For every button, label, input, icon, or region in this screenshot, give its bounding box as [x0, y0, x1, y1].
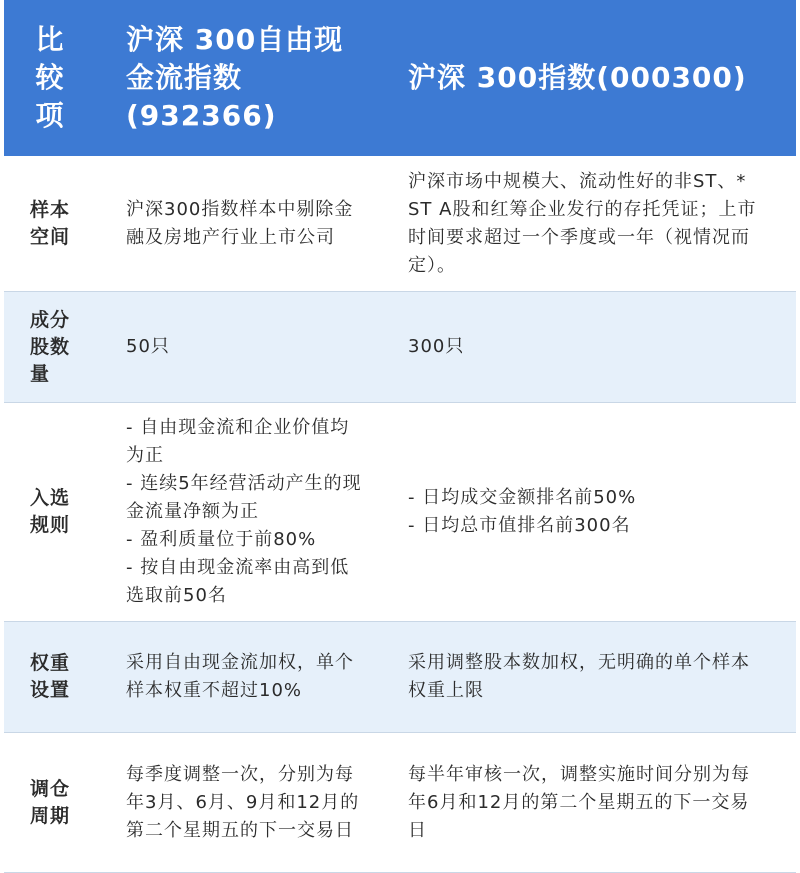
row-label: 调仓周期: [30, 777, 71, 827]
row-label: 入选规则: [30, 487, 71, 536]
fcf-index-cell: [96, 292, 376, 402]
header-cell-fcf-index: [96, 0, 376, 156]
table-header-row: [4, 0, 796, 156]
csi300-value: - 日均成交金额排名前50% - 日均总市值排名前300名: [408, 487, 637, 536]
fcf-index-value: 50只: [126, 336, 170, 357]
row-label: 成分股数量: [30, 308, 71, 385]
csi300-value: 采用调整股本数加权，无明确的单个样本权重上限: [408, 652, 750, 701]
row-label-cell: [4, 622, 96, 732]
csi300-cell: [376, 622, 796, 732]
fcf-index-value: 采用自由现金流加权，单个样本权重不超过10%: [126, 652, 354, 701]
header-cell-csi300: [376, 0, 796, 156]
row-label-cell: [4, 403, 96, 621]
fcf-index-value: - 自由现金流和企业价值均为正 - 连续5年经营活动产生的现金流量净额为正 - 盈利质量位于前80% - 按自由现金流率由高到低选取前50名: [126, 417, 362, 606]
header-fcf-index-label: 沪深 300自由现金流指数(932366): [126, 23, 344, 132]
csi300-cell: [376, 292, 796, 402]
row-label-cell: [4, 292, 96, 402]
fcf-index-value: 每季度调整一次，分别为每年3月、6月、9月和12月的第二个星期五的下一交易日: [126, 763, 360, 841]
comparison-table: [4, 0, 796, 873]
row-label-cell: [4, 733, 96, 872]
fcf-index-cell: [96, 156, 376, 291]
fcf-index-cell: [96, 403, 376, 621]
table-row-selection-rules: [4, 403, 796, 622]
csi300-value: 沪深市场中规模大、流动性好的非ST、*ST A股和红筹企业发行的存托凭证；上市时间要求超过一个季度或一年（视情况而定）。: [408, 170, 757, 276]
table-row-constituent-count: [4, 292, 796, 403]
fcf-index-value: 沪深300指数样本中剔除金融及房地产行业上市公司: [126, 198, 354, 248]
fcf-index-cell: [96, 622, 376, 732]
csi300-value: 300只: [408, 336, 465, 357]
csi300-cell: [376, 733, 796, 872]
csi300-value: 每半年审核一次，调整实施时间分别为每年6月和12月的第二个星期五的下一交易日: [408, 763, 750, 841]
fcf-index-cell: [96, 733, 376, 872]
table-row-rebalance-cycle: [4, 733, 796, 873]
header-compare-label: 比较项: [35, 23, 65, 132]
header-csi300-label: 沪深 300指数(000300): [408, 61, 747, 94]
table-row-sample-space: [4, 156, 796, 292]
row-label-cell: [4, 156, 96, 291]
csi300-cell: [376, 403, 796, 621]
csi300-cell: [376, 156, 796, 291]
row-label: 样本空间: [30, 198, 71, 248]
row-label: 权重设置: [30, 652, 71, 701]
table-row-weighting: [4, 622, 796, 733]
header-cell-compare: [4, 0, 96, 156]
